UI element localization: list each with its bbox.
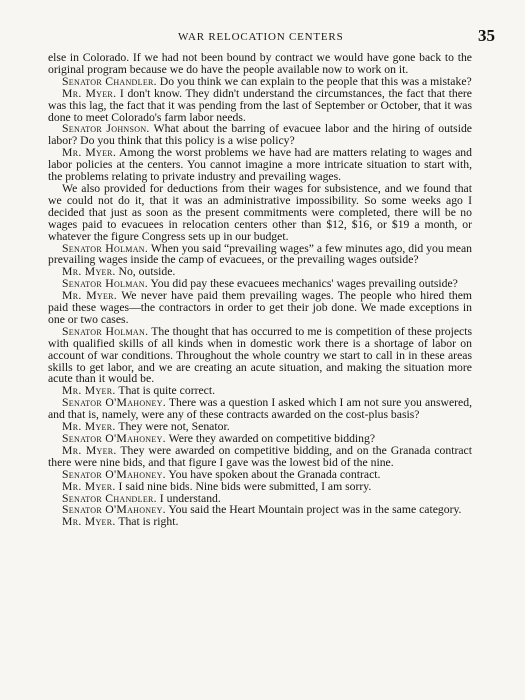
speaker-name: Senator Johnson.: [62, 122, 150, 136]
paragraph-text: Were they awarded on competitive bidding?: [168, 432, 376, 445]
paragraph-text: You have spoken about the Granada contract.: [168, 467, 381, 481]
paragraph: [48, 183, 472, 243]
paragraph-text: We also provided for deductions from their wages for subsistence, and we found that we could not do it, that it was an administrative impossibility. So some weeks ago I decided that just as soon as the present commitments were completed, there will be no wages paid to evacuees in relocation centers other than $12, $16, or $19 a month, or whatever the figure Congress sets up in our budget.: [48, 181, 472, 243]
speaker-name: Senator Holman.: [62, 241, 149, 255]
body-text: [48, 52, 472, 528]
paragraph: [48, 397, 472, 421]
paragraph-text: That is quite correct.: [118, 384, 216, 398]
paragraph: [48, 445, 472, 469]
paragraph-text: There was a question I asked which I am not sure you answered, and that is, namely, were any of these contracts awarded on the cost-plus basis?: [48, 396, 473, 422]
speaker-name: Senator Holman.: [62, 324, 149, 338]
paragraph-text: I don't know. They didn't understand the circumstances, the fact that there was this lag, the fact that it was pending from the last of September or October, that it was done to meet Colorado's farm labor needs.: [48, 86, 472, 124]
paragraph-text: I understand.: [159, 491, 221, 505]
paragraph: [48, 243, 472, 267]
paragraph-text: The thought that has occurred to me is competition of these projects with qualified skills of all kinds when in domestic work there is a shortage of labor on account of war conditions. Throughout the whole country we start to call in in these areas skills to get labor, and we are creating an acute situation, and making the situation more acute than it would be.: [48, 324, 472, 386]
paragraph-text: else in Colorado. If we had not been bound by contract we would have gone back to the original program because we do have the people available now to work on it.: [48, 51, 472, 76]
speaker-name: Mr. Myer.: [62, 420, 116, 434]
speaker-name: Senator O'Mahoney.: [62, 396, 167, 410]
speaker-name: Mr. Myer.: [62, 86, 117, 100]
speaker-name: Senator O'Mahoney.: [62, 432, 166, 445]
paragraph: [48, 147, 472, 183]
speaker-name: Senator O'Mahoney.: [62, 467, 166, 481]
paragraph: [48, 326, 472, 386]
paragraph-text: They were awarded on competitive bidding, and on the Granada contract there were nine bids, and that figure I gave was the lowest bid of the nine.: [48, 443, 472, 469]
paragraph-text: No, outside.: [118, 265, 176, 279]
paragraph-text: You did pay these evacuees mechanics' wages prevailing outside?: [150, 277, 458, 291]
speaker-name: Senator O'Mahoney.: [62, 503, 166, 517]
paragraph: [48, 88, 472, 124]
paragraph-text: Among the worst problems we have had are matters relating to wages and labor policies at the centers. You cannot imagine a more intricate situation to start with, the problems relating to private industry and prevailing wages.: [48, 146, 472, 184]
speaker-name: Mr. Myer.: [62, 289, 118, 303]
paragraph-text: What about the barring of evacuee labor and the hiring of outside labor? Do you think that this policy is a wise policy?: [48, 122, 472, 148]
speaker-name: Senator Chandler.: [62, 74, 157, 88]
speaker-name: Mr. Myer.: [62, 479, 116, 493]
paragraph-text: Do you think we can explain to the people that this was a mistake?: [159, 74, 472, 88]
speaker-name: Mr. Myer.: [62, 265, 116, 279]
speaker-name: Mr. Myer.: [62, 146, 117, 160]
paragraph-text: We never have paid them prevailing wages. The people who hired them paid these wages—the contractors in order to get their job done. We made exceptions in one or two cases.: [48, 289, 473, 326]
page-header: [48, 26, 495, 46]
paragraph-text: You said the Heart Mountain project was in the same category.: [168, 503, 462, 517]
paragraph-text: They were not, Senator.: [118, 420, 230, 434]
paragraph-text: When you said “prevailing wages” a few minutes ago, did you mean prevailing wages inside the camp of evacuees, or the prevailing wages outside?: [48, 241, 472, 267]
page-number: 35: [478, 26, 495, 45]
speaker-name: Senator Chandler.: [62, 491, 157, 505]
paragraph: [48, 123, 472, 147]
speaker-name: Mr. Myer.: [62, 443, 117, 457]
speaker-name: Senator Holman.: [62, 277, 149, 291]
speaker-name: Mr. Myer.: [62, 515, 116, 529]
running-head: WAR RELOCATION CENTERS: [178, 31, 344, 43]
paragraph: [48, 290, 472, 326]
speaker-name: Mr. Myer.: [62, 384, 116, 398]
paragraph-text: I said nine bids. Nine bids were submitted, I am sorry.: [118, 479, 372, 493]
paragraph-text: That is right.: [118, 515, 179, 529]
paragraph: [48, 516, 472, 528]
paragraph: [48, 52, 472, 76]
